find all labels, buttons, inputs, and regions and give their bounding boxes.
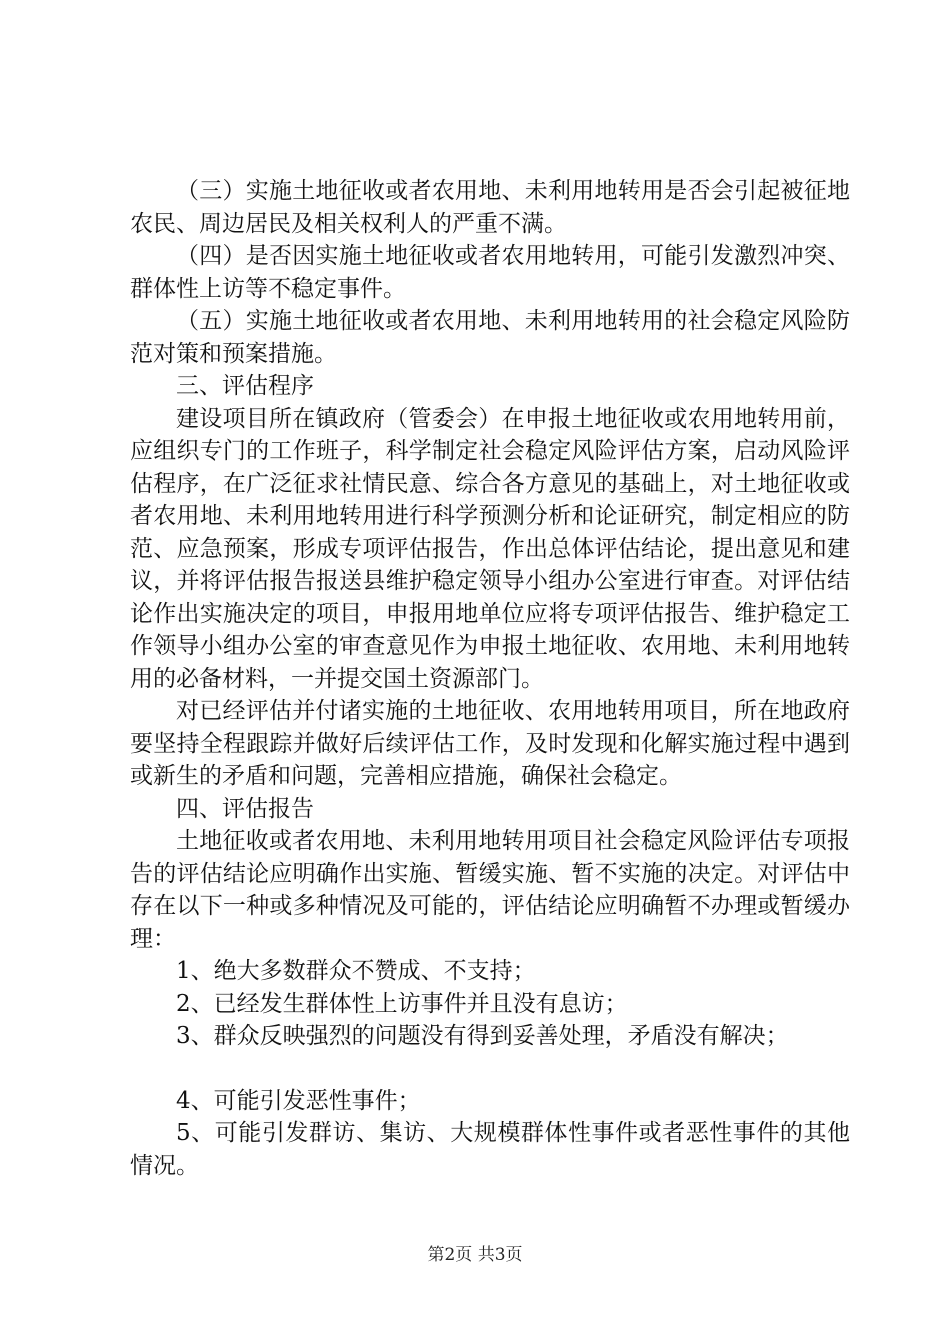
paragraph-follow-up: 对已经评估并付诸实施的土地征收、农用地转用项目，所在地政府要坚持全程跟踪并做好后续评估工作，及时发现和化解实施过程中遇到或新生的矛盾和问题，完善相应措施，确保社会稳定。 bbox=[130, 698, 850, 789]
paragraph-item-5: （五）实施土地征收或者农用地、未利用地转用的社会稳定风险防范对策和预案措施。 bbox=[130, 308, 850, 367]
list-item-2: 2、已经发生群体性上访事件并且没有息访； bbox=[176, 990, 628, 1017]
page-number-footer: 第2页 共3页 bbox=[427, 1245, 523, 1265]
paragraph-procedure-body: 建设项目所在镇政府（管委会）在申报土地征收或农用地转用前，应组织专门的工作班子，科学制定社会稳定风险评估方案，启动风险评估程序，在广泛征求社情民意、综合各方意见的基础上，对土地征收或者农用地、未利用地转用进行科学预测分析和论证研究，制定相应的防范、应急预案，形成专项评估报告，作出总体评估结论，提出意见和建议，并将评估报告报送县维护稳定领导小组办公室进行审查。对评估结论作出实施决定的项目，申报用地单位应将专项评估报告、维护稳定工作领导小组办公室的审查意见作为申报土地征收、农用地、未利用地转用的必备材料，一并提交国土资源部门。 bbox=[130, 405, 850, 692]
paragraph-item-4: （四）是否因实施土地征收或者农用地转用，可能引发激烈冲突、群体性上访等不稳定事件。 bbox=[130, 243, 850, 302]
section-heading-procedure: 三、评估程序 bbox=[176, 373, 314, 399]
list-item-5: 5、可能引发群访、集访、大规模群体性事件或者恶性事件的其他情况。 bbox=[130, 1120, 850, 1179]
list-item-4: 4、可能引发恶性事件； bbox=[176, 1087, 421, 1114]
paragraph-item-3: （三）实施土地征收或者农用地、未利用地转用是否会引起被征地农民、周边居民及相关权利人的严重不满。 bbox=[130, 178, 850, 237]
list-item-3: 3、群众反映强烈的问题没有得到妥善处理，矛盾没有解决； bbox=[176, 1023, 789, 1049]
section-heading-report: 四、评估报告 bbox=[176, 795, 314, 822]
paragraph-report-body: 土地征收或者农用地、未利用地转用项目社会稳定风险评估专项报告的评估结论应明确作出实施、暂缓实施、暂不实施的决定。对评估中存在以下一种或多种情况及可能的，评估结论应明确暂不办理或暂缓办理： bbox=[130, 828, 850, 952]
list-item-1: 1、绝大多数群众不赞成、不支持； bbox=[176, 958, 536, 984]
document-body bbox=[130, 175, 850, 1182]
